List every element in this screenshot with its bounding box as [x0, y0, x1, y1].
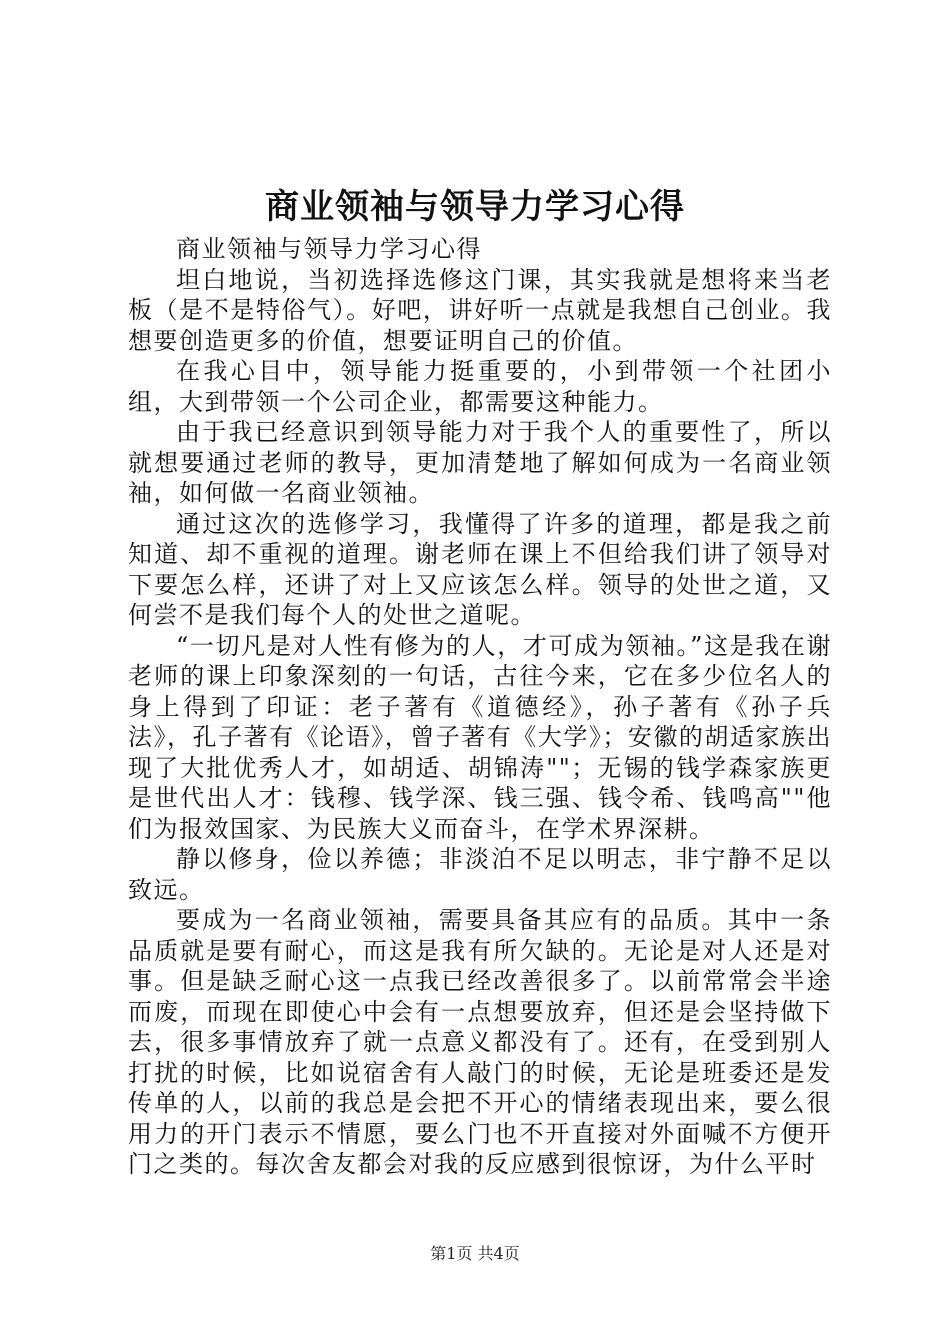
paragraph: 通过这次的选修学习，我懂得了许多的道理，都是我之前知道、却不重视的道理。谢老师在课上不但给我们讲了领导对下要怎么样，还讲了对上又应该怎么样。领导的处世之道，又何尝不是我们每个人的处世之道呢。	[128, 509, 832, 629]
paragraph: 由于我已经意识到领导能力对于我个人的重要性了，所以就想要通过老师的教导，更加清楚地了解如何成为一名商业领袖，如何做一名商业领袖。	[128, 418, 832, 507]
paragraph: “一切凡是对人性有修为的人，才可成为领袖。”这是我在谢老师的课上印象深刻的一句话，古往今来，它在多少位名人的身上得到了印证：老子著有《道德经》，孙子著有《孙子兵法》，孔子著有《论语》，曾子著有《大学》；安徽的胡适家族出现了大批优秀人才，如胡适、胡锦涛""；无锡的钱学森家族更是世代出人才：钱穆、钱学深、钱三强、钱令希、钱鸣高""他们为报效国家、为民族大义而奋斗，在学术界深耕。	[128, 631, 832, 843]
page-footer: 第1页 共4页	[430, 1244, 520, 1263]
document-title: 商业领袖与领导力学习心得	[265, 187, 685, 227]
paragraph: 坦白地说，当初选择选修这门课，其实我就是想将来当老板（是不是特俗气）。好吧，讲好听一点就是我想自己创业。我想要创造更多的价值，想要证明自己的价值。	[128, 265, 832, 355]
paragraph: 静以修身，俭以养德；非淡泊不足以明志，非宁静不足以致远。	[128, 845, 832, 904]
paragraph: 商业领袖与领导力学习心得	[176, 235, 482, 263]
paragraph: 在我心目中，领导能力挺重要的，小到带领一个社团小组，大到带领一个公司企业，都需要这种能力。	[128, 357, 832, 416]
document-body	[128, 234, 832, 1180]
paragraph: 要成为一名商业领袖，需要具备其应有的品质。其中一条品质就是要有耐心，而这是我有所欠缺的。无论是对人还是对事。但是缺乏耐心这一点我已经改善很多了。以前常常会半途而废，而现在即使心中会有一点想要放弃，但还是会坚持做下去，很多事情放弃了就一点意义都没有了。还有，在受到别人打扰的时候，比如说宿舍有人敲门的时候，无论是班委还是发传单的人，以前的我总是会把不开心的情绪表现出来，要么很用力的开门表示不情愿，要么门也不开直接对外面喊不方便开门之类的。每次舍友都会对我的反应感到很惊讶，为什么平时	[128, 906, 832, 1178]
